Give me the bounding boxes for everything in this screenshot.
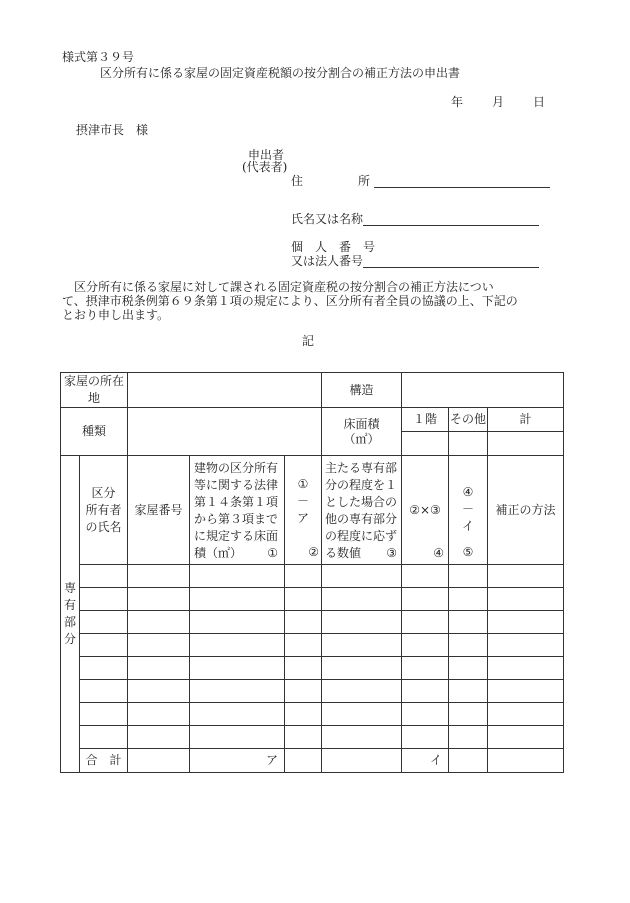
cell[interactable] (285, 588, 322, 611)
cell[interactable] (402, 726, 449, 749)
cell[interactable] (128, 657, 190, 680)
number-label-1: 個 人 番 号 (291, 240, 376, 254)
ratio-line-5: の程度に応ず (325, 529, 398, 543)
cell[interactable] (80, 565, 128, 588)
cell[interactable] (322, 726, 402, 749)
ratio-header (322, 456, 402, 565)
cell[interactable] (285, 657, 322, 680)
ratio-line-3: とした場合の (325, 495, 398, 509)
cell[interactable] (449, 588, 488, 611)
law-area-line-4: から第３項まで (194, 512, 279, 526)
cell[interactable] (322, 680, 402, 703)
col2-top: ① (297, 477, 309, 491)
cell[interactable] (402, 703, 449, 726)
col2-header (285, 456, 322, 565)
cell[interactable] (488, 588, 564, 611)
location-label: 家屋の所在地 (61, 373, 128, 408)
total-i: イ (402, 749, 449, 773)
cell[interactable] (449, 611, 488, 634)
cell[interactable] (488, 611, 564, 634)
ratio-last: る数値 (325, 546, 362, 560)
type-label: 種類 (61, 408, 128, 456)
law-area-last: 積（㎡） (194, 546, 243, 560)
cell[interactable] (449, 565, 488, 588)
ratio-line-1: 主たる専有部 (325, 461, 398, 475)
cell[interactable] (449, 726, 488, 749)
ratio-line-2: 分の程度を１ (325, 478, 398, 492)
application-table (60, 372, 564, 773)
cell[interactable] (402, 611, 449, 634)
table-row (61, 726, 564, 749)
cell[interactable] (190, 565, 285, 588)
address-label-2-wrap (358, 174, 550, 188)
cell[interactable] (128, 611, 190, 634)
owner-name-header (80, 456, 128, 565)
col4-num: ④ (433, 546, 445, 560)
law-area-line-6 (194, 545, 284, 562)
cell[interactable] (285, 703, 322, 726)
cell[interactable] (128, 726, 190, 749)
floor-col-other: その他 (449, 408, 488, 432)
method-header: 補正の方法 (488, 456, 564, 565)
exclusive-part-label (61, 456, 80, 773)
total-a: ア (190, 749, 285, 773)
col2-num: ② (308, 545, 320, 559)
col2-mid1: － (297, 494, 310, 508)
col5-mid2: イ (462, 519, 475, 533)
cell[interactable] (190, 726, 285, 749)
address-label-2: 所 (358, 174, 371, 188)
body-line-3: とおり申し出ます。 (62, 308, 170, 322)
table-row (61, 611, 564, 634)
cell[interactable] (190, 657, 285, 680)
applicant-label: 申出者 (248, 148, 285, 162)
cell[interactable] (285, 680, 322, 703)
cell[interactable] (285, 611, 322, 634)
ratio-line-6 (325, 545, 401, 562)
floor-value-1[interactable] (402, 432, 449, 456)
body-line-2: て、摂津市税条例第６９条第１項の規定により、区分所有者全員の協議の上、下記の (62, 294, 518, 308)
side-char-4: 分 (63, 632, 76, 646)
cell[interactable] (402, 657, 449, 680)
cell[interactable] (488, 680, 564, 703)
law-area-num: ① (267, 546, 279, 560)
cell[interactable] (322, 588, 402, 611)
table-row (61, 703, 564, 726)
cell[interactable] (190, 703, 285, 726)
table-row (61, 634, 564, 657)
col5-mid1: － (462, 502, 475, 516)
number-label-2: 又は法人番号 (291, 254, 364, 268)
address-label-1: 住 (291, 174, 304, 188)
ki-label: 記 (302, 334, 315, 348)
type-value[interactable] (128, 408, 322, 456)
cell[interactable] (80, 680, 128, 703)
number-row (291, 254, 539, 268)
cell[interactable] (322, 611, 402, 634)
cell[interactable] (80, 703, 128, 726)
cell[interactable] (449, 634, 488, 657)
total-ratio[interactable] (322, 749, 402, 773)
cell[interactable] (285, 726, 322, 749)
table-row (61, 588, 564, 611)
floor-area-text: 床面積 (343, 416, 380, 431)
cell[interactable] (190, 680, 285, 703)
law-area-header (190, 456, 285, 565)
total-row (61, 749, 564, 773)
cell[interactable] (449, 703, 488, 726)
number-field[interactable] (363, 254, 539, 268)
cell[interactable] (190, 611, 285, 634)
cell[interactable] (128, 565, 190, 588)
structure-value[interactable] (402, 373, 564, 408)
cell[interactable] (190, 588, 285, 611)
cell[interactable] (402, 588, 449, 611)
date-month: 月 (492, 95, 505, 109)
name-row (291, 212, 539, 226)
floor-value-other[interactable] (449, 432, 488, 456)
applicant-label-sub: (代表者) (242, 160, 288, 174)
total-house-no[interactable] (128, 749, 190, 773)
address-label (291, 174, 303, 188)
cell[interactable] (190, 634, 285, 657)
total-col2[interactable] (285, 749, 322, 773)
cell[interactable] (80, 657, 128, 680)
owner-name-line-1: 区分 (91, 485, 116, 500)
cell[interactable] (488, 726, 564, 749)
date-year: 年 (451, 95, 464, 109)
table-row (61, 680, 564, 703)
col5-header (449, 456, 488, 565)
cell[interactable] (488, 703, 564, 726)
floor-area-label (322, 408, 402, 456)
table-row (61, 565, 564, 588)
cell[interactable] (402, 680, 449, 703)
side-char-1: 専 (63, 581, 76, 595)
body-line-1: 区分所有に係る家屋に対して課される固定資産税の按分割合の補正方法につい (62, 280, 494, 294)
floor-col-1: １階 (402, 408, 449, 432)
total-col5[interactable] (449, 749, 488, 773)
owner-name-line-2: 所有者 (85, 502, 122, 517)
cell[interactable] (322, 703, 402, 726)
law-area-line-2: 等に関する法律 (194, 478, 279, 492)
col4-text: ②×③ (409, 503, 441, 517)
law-area-line-5: に規定する床面 (194, 529, 279, 543)
cell[interactable] (488, 634, 564, 657)
cell[interactable] (285, 634, 322, 657)
structure-label: 構造 (322, 373, 402, 408)
law-area-line-3: 第１４条第１項 (194, 495, 279, 509)
cell[interactable] (488, 657, 564, 680)
cell[interactable] (128, 680, 190, 703)
cell[interactable] (80, 588, 128, 611)
house-number-header: 家屋番号 (128, 456, 190, 565)
total-method[interactable] (488, 749, 564, 773)
name-field[interactable] (363, 212, 539, 226)
col5-top: ④ (462, 485, 474, 499)
cell[interactable] (80, 611, 128, 634)
cell[interactable] (488, 565, 564, 588)
col5-num: ⑤ (462, 545, 474, 559)
col4-header (402, 456, 449, 565)
cell[interactable] (285, 565, 322, 588)
cell[interactable] (449, 680, 488, 703)
date-day: 日 (533, 95, 546, 109)
addressee: 摂津市長 様 (76, 123, 149, 137)
cell[interactable] (128, 588, 190, 611)
form-title: 区分所有に係る家屋の固定資産税額の按分割合の補正方法の申出書 (100, 66, 461, 80)
cell[interactable] (322, 634, 402, 657)
table-row (61, 657, 564, 680)
col2-mid2: ア (297, 511, 310, 525)
cell[interactable] (402, 634, 449, 657)
cell[interactable] (80, 634, 128, 657)
cell[interactable] (322, 565, 402, 588)
owner-name-line-3: の氏名 (85, 519, 122, 534)
ratio-num: ③ (386, 546, 398, 560)
floor-area-unit: （㎡） (343, 431, 380, 446)
side-char-2: 有 (63, 598, 76, 612)
cell[interactable] (449, 657, 488, 680)
cell[interactable] (322, 657, 402, 680)
form-number: 様式第３９号 (62, 50, 135, 64)
name-label: 氏名又は名称 (291, 212, 364, 226)
floor-col-total: 計 (488, 408, 564, 432)
ratio-line-4: 他の専有部分 (325, 512, 398, 526)
side-char-3: 部 (63, 615, 76, 629)
address-field[interactable] (374, 174, 550, 188)
cell[interactable] (128, 634, 190, 657)
floor-value-total[interactable] (488, 432, 564, 456)
cell[interactable] (402, 565, 449, 588)
cell[interactable] (80, 726, 128, 749)
cell[interactable] (128, 703, 190, 726)
location-value[interactable] (128, 373, 322, 408)
total-label: 合 計 (80, 749, 128, 773)
law-area-line-1: 建物の区分所有 (194, 461, 279, 475)
